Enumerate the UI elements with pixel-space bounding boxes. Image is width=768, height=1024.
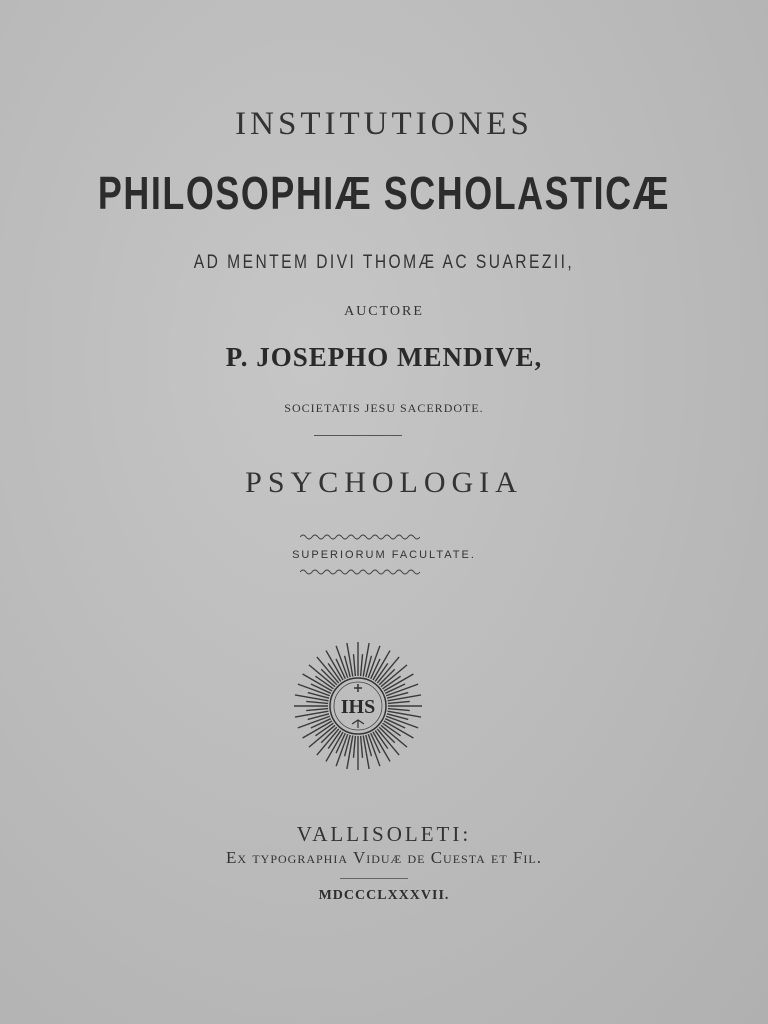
jesuit-sunburst-emblem	[292, 640, 424, 772]
divider-rule	[314, 435, 402, 436]
subtitle: AD MENTEM DIVI THOMÆ AC SUAREZII,	[193, 252, 575, 273]
wavy-rule-bottom	[300, 568, 420, 576]
sunburst-ray	[295, 711, 328, 717]
title-line-1: INSTITUTIONES	[235, 106, 533, 142]
imprint-city: VALLISOLETI:	[296, 822, 472, 846]
sunburst-ray	[306, 701, 328, 703]
sunburst-ray	[306, 709, 328, 711]
emblem-monogram: IHS	[340, 696, 376, 718]
imprint-printer: Ex typographia Viduæ de Cuesta et Fil.	[226, 848, 542, 867]
sunburst-ray	[347, 643, 353, 676]
author-affiliation: SOCIETATIS JESU SACERDOTE.	[284, 401, 484, 415]
sunburst-ray	[353, 736, 355, 758]
imprint-year: MDCCCLXXXVII.	[318, 888, 450, 903]
sunburst-ray	[388, 701, 410, 703]
sunburst-ray	[353, 654, 355, 676]
sunburst-ray	[388, 711, 421, 717]
sunburst-ray	[347, 736, 353, 769]
imprint-rule	[340, 878, 408, 879]
author-name: P. JOSEPHO MENDIVE,	[225, 342, 543, 372]
permission-line: SUPERIORUM FACULTATE.	[292, 549, 476, 561]
sunburst-ray	[361, 654, 363, 676]
title-line-2: PHILOSOPHIÆ SCHOLASTICÆ	[97, 167, 671, 219]
volume-title: PSYCHOLOGIA	[245, 466, 523, 499]
sunburst-ray	[388, 695, 421, 701]
sunburst-ray	[295, 695, 328, 701]
sunburst-ray	[363, 736, 369, 769]
sunburst-ray	[388, 709, 410, 711]
auctore-label: AUCTORE	[344, 304, 424, 319]
sunburst-ray	[363, 643, 369, 676]
wavy-rule-top	[300, 533, 420, 541]
sunburst-ray	[361, 736, 363, 758]
